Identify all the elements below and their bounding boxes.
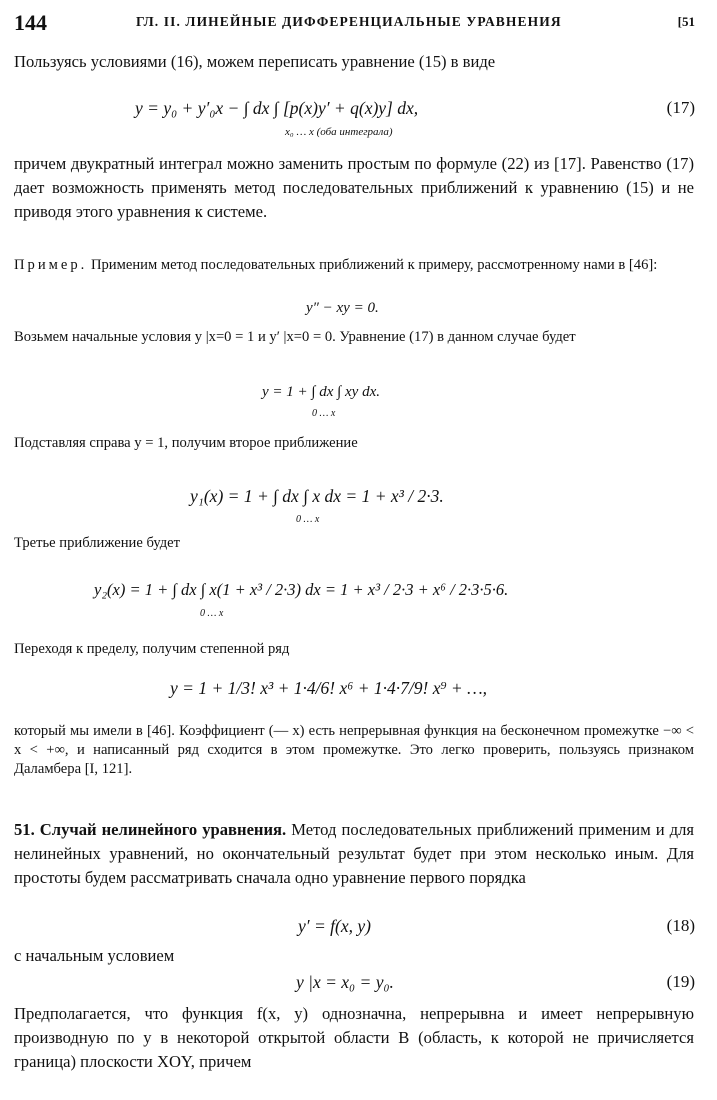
paragraph-intro: Пользуясь условиями (16), можем переписать уравнение (15) в виде (14, 52, 496, 71)
section-51-text: Метод последовательных приближений применим и для нелинейных уравнений, но окончательный результат будет при этом несколько иным. Для простоты будем рассматривать сначала одно уравнение первого порядка (14, 820, 695, 888)
example-label: Пример. (14, 257, 88, 273)
paragraph-third-approx: Третье приближение будет (14, 535, 181, 551)
equation-y1-formula: y₁(x) = 1 + ∫ dx ∫ x dx = 1 + x³ / 2·3. (190, 486, 444, 506)
section-51-paragraph (14, 818, 694, 891)
equation-y2-limits: 0 … x (200, 608, 224, 619)
paragraph-second-approx: Подставляя справа y = 1, получим второе приближение (14, 435, 358, 451)
paragraph-convergence: который мы имели в [46]. Коэффициент (— x) есть непрерывная функция на бесконечном промежутке −∞ < x < +∞, и написанный ряд сходится в этом промежутке. Это легко проверить, пользуясь признаком Даламбера [I, 121]. (14, 723, 694, 777)
paragraph-series: Переходя к пределу, получим степенной ряд (14, 641, 290, 657)
example-text: Применим метод последовательных приближений к примеру, рассмотренному нами в [46]: (90, 257, 658, 273)
equation-example-2-formula: y = 1 + ∫ dx ∫ xy dx. (262, 384, 381, 400)
equation-17-formula: y = y₀ + y′₀x − ∫ dx ∫ [p(x)y′ + q(x)y] dx, (135, 98, 419, 118)
running-head: ГЛ. II. ЛИНЕЙНЫЕ ДИФФЕРЕНЦИАЛЬНЫЕ УРАВНЕНИЯ (136, 14, 562, 29)
equation-17-limits: x₀ … x (оба интеграла) (285, 126, 393, 138)
equation-example-2-limits: 0 … x (312, 408, 336, 419)
equation-17 (0, 98, 717, 138)
paragraph-double-integral: причем двукратный интеграл можно заменить простым по формуле (22) из [17]. Равенство (17) дает возможность применять метод последовательных приближений к уравнению (15) и не приводя этого уравнения к системе. (14, 154, 694, 222)
section-mark: [51 (677, 14, 695, 29)
equation-19-number: (19) (666, 972, 695, 991)
page-number: 144 (14, 10, 47, 35)
equation-series (0, 678, 717, 718)
equation-example-formula: y″ − xy = 0. (306, 300, 379, 316)
equation-18-formula: y′ = f(x, y) (298, 916, 371, 936)
equation-y1-limits: 0 … x (296, 514, 320, 525)
equation-series-formula: y = 1 + 1/3! x³ + 1·4/6! x⁶ + 1·4·7/9! x⁹ + …, (170, 678, 488, 698)
equation-19-formula: y |x = x₀ = y₀. (296, 972, 394, 992)
paragraph-initial-conditions: Возьмем начальные условия y |x=0 = 1 и y′ |x=0 = 0. Уравнение (17) в данном случае будет (14, 329, 576, 345)
section-51-title: 51. Случай нелинейного уравнения. (14, 820, 287, 839)
paragraph-assumptions: Предполагается, что функция f(x, y) однозначна, непрерывна и имеет непрерывную производную по y в некоторой открытой области B (область, к которой не причисляется граница) плоскости XOY, причем (14, 1004, 694, 1072)
page-header (14, 10, 695, 38)
equation-y2-formula: y₂(x) = 1 + ∫ dx ∫ x(1 + x³ / 2·3) dx = 1 + x³ / 2·3 + x⁶ / 2·3·5·6. (94, 580, 509, 599)
example-intro (14, 256, 694, 275)
equation-17-number: (17) (666, 98, 695, 117)
paragraph-initial-condition: с начальным условием (14, 946, 175, 965)
equation-18-number: (18) (666, 916, 695, 935)
equation-example-2 (0, 384, 717, 424)
equation-y2 (0, 580, 717, 620)
equation-y1 (0, 486, 717, 526)
